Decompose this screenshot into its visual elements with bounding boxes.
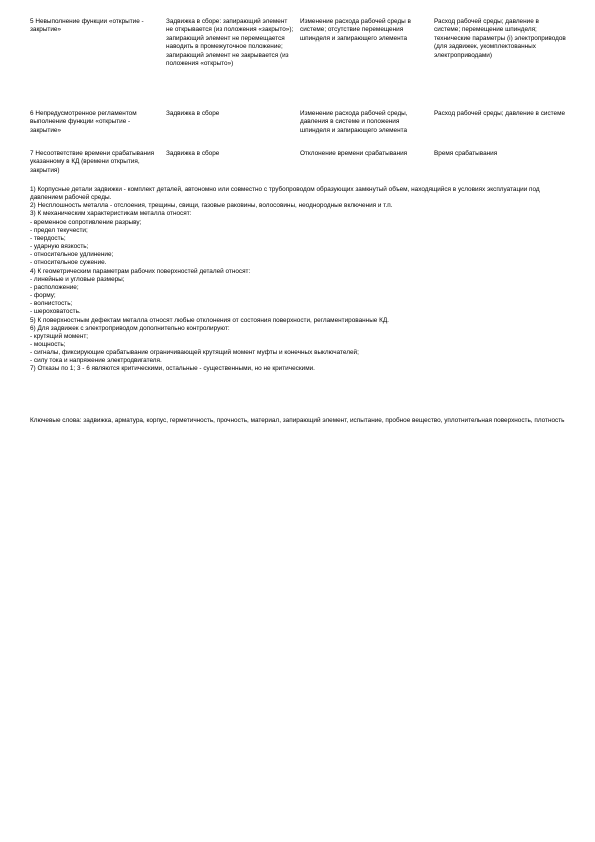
footnote-line: - расположение; <box>30 283 79 291</box>
footnote-line: 1) Корпусные детали задвижки - комплект деталей, автономно или совместно с трубопроводом образующих замкнутый объем, находящийся в условиях эксплуатации под давлением рабочей среды. <box>30 186 540 202</box>
footnote-line: 2) Несплошность металла - отслоения, трещины, свищи, газовые раковины, волосовины, неоднородные включения и т.п. <box>30 202 393 210</box>
table-row <box>30 110 570 150</box>
keywords-paragraph: Ключевые слова: задвижка, арматура, корпус, герметичность, прочность, материал, запирающий элемент, испытание, пробное вещество, уплотнительная поверхность, плотность <box>30 417 565 424</box>
footnote-line: 3) К механическим характеристикам металла относят: <box>30 210 192 218</box>
object-cell: Задвижка в сборе <box>166 110 220 117</box>
footnote-line: - крутящий момент; <box>30 332 89 340</box>
footnotes <box>30 186 570 374</box>
footnote-line: - твердость; <box>30 234 66 242</box>
footnote-line: - временное сопротивление разрыву; <box>30 218 142 226</box>
failure-table <box>30 18 570 178</box>
failure-type-cell: 7 Несоответствие времени срабатывания указанному в КД (времени открытия, закрытия) <box>30 150 155 174</box>
footnote-line: 7) Отказы по 1; 3 - 6 являются критическими, остальные - существенными, но не критическими. <box>30 365 315 373</box>
footnote-line: 4) К геометрическим параметрам рабочих поверхностей деталей относят: <box>30 267 251 275</box>
parameter-cell: Время срабатывания <box>434 150 498 157</box>
footnote-line: - форму; <box>30 292 56 300</box>
parameter-cell: Расход рабочей среды; давление в системе <box>434 110 566 117</box>
object-cell: Задвижка в сборе: запирающий элемент не открывается (из положения «закрыто»); запирающий элемент не перемещается наводить в промежуточное положение; запирающий элемент не закрывается (из положения «открыто») <box>166 18 294 68</box>
criterion-cell: Отклонение времени срабатывания <box>300 150 408 157</box>
footnote-line: - относительное сужение. <box>30 259 107 267</box>
footnote-line: - волнистость; <box>30 300 73 308</box>
footnote-line: - ударную вязкость; <box>30 243 89 251</box>
footnote-line: - предел текучести; <box>30 226 88 234</box>
table-row <box>30 150 570 178</box>
criterion-cell: Изменение расхода рабочей среды, давления в системе и положения шпинделя и запирающего элемента <box>300 110 408 134</box>
failure-type-cell: 6 Непредусмотренное регламентом выполнение функции «открытие - закрытие» <box>30 110 137 134</box>
footnote-line: 6) Для задвижек с электроприводом дополнительно контролируют: <box>30 324 230 332</box>
footnote-line: - мощность; <box>30 340 66 348</box>
criterion-cell: Изменение расхода рабочей среды в системе; отсутствие перемещения шпинделя и запирающего элемента <box>300 18 411 42</box>
object-cell: Задвижка в сборе <box>166 150 220 157</box>
footnote-line: 5) К поверхностным дефектам металла относят любые отклонения от состояния поверхности, регламентированные КД. <box>30 316 389 324</box>
table-row <box>30 18 570 110</box>
footnote-line: - шероховатость. <box>30 308 81 316</box>
parameter-cell: Расход рабочей среды; давление в системе; перемещение шпинделя; технические параметры (i) электроприводов (для задвижек, укомплектованных электроприводами) <box>434 18 566 59</box>
footnote-line: - относительное удлинение; <box>30 251 114 259</box>
footnote-line: - линейные и угловые размеры; <box>30 275 125 283</box>
failure-type-cell: 5 Невыполнение функции «открытие - закрытие» <box>30 18 144 34</box>
footnote-line: - силу тока и напряжение электродвигателя. <box>30 357 162 365</box>
footnote-line: - сигналы, фиксирующие срабатывание ограничивающей крутящий момент муфты и конечных выключателей; <box>30 349 359 357</box>
